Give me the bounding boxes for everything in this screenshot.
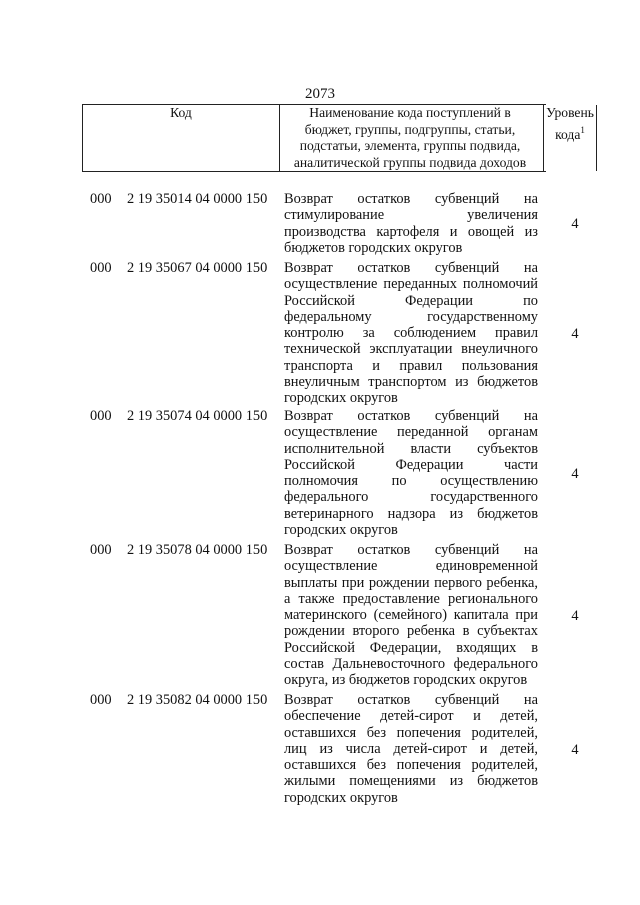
description-line: осуществление единовременной [284,558,538,575]
description-line: федеральному государственному [284,308,538,325]
description-line: рождении второго ребенка в субъектах [284,623,538,640]
description-line: бюджетов городских округов [284,239,463,256]
description-line: Российской Федерации, входящих в [284,639,538,656]
description-line: материнского (семейного) капитала при [284,607,538,624]
revenue-description [284,408,538,538]
description-line: технической эксплуатации внеуличного [284,341,538,358]
code-level: 4 [571,466,579,483]
revenue-code: 2 19 35014 04 0000 150 [127,191,268,207]
header-level-label-2: кода [555,126,581,142]
admin-code: 000 [90,191,112,207]
description-line: а также предоставление регионального [284,590,538,607]
revenue-code: 2 19 35078 04 0000 150 [127,542,268,558]
description-line: Российской Федерации по [284,292,538,309]
revenue-description [284,191,538,256]
description-line: состав Дальневосточного федерального [284,656,538,673]
header-code [82,105,280,171]
header-code-label: Код [170,105,192,120]
revenue-code: 2 19 35067 04 0000 150 [127,260,268,276]
description-line: ветеринарного надзора из бюджетов [284,505,538,522]
description-line: Возврат остатков субвенций на [284,191,538,207]
header-name-line: аналитической группы подвида доходов [293,154,527,170]
description-line: городских округов [284,789,398,806]
header-name-line: подстатьи, элемента, группы подвида, [299,138,521,153]
description-line: Возврат остатков субвенций на [284,692,538,708]
description-line: осуществление переданных полномочий [284,276,538,293]
description-line: округа, из бюджетов городских округов [284,672,528,689]
header-level [543,105,597,171]
revenue-code: 2 19 35074 04 0000 150 [127,408,268,424]
revenue-description [284,260,538,407]
page-number: 2073 [305,86,335,102]
description-line: полномочия по осуществлению [284,473,538,490]
footnote-marker: 1 [580,124,585,135]
code-level: 4 [571,326,579,343]
description-line: производства картофеля и овощей из [284,223,538,240]
description-line: городских округов [284,522,398,539]
revenue-description [284,542,538,689]
description-line: транспорта и правил пользования [284,357,538,374]
description-line: городских округов [284,390,398,407]
description-line: Возврат остатков субвенций на [284,260,538,276]
table-header [82,104,594,172]
description-line: контролю за соблюдением правил [284,325,538,342]
description-line: оставшихся без попечения родителей, [284,757,538,774]
description-line: стимулирование увеличения [284,207,538,224]
admin-code: 000 [90,260,112,276]
description-line: жилыми помещениями из бюджетов [284,773,538,790]
description-line: обеспечение детей-сирот и детей, [284,708,538,725]
description-line: исполнительной власти субъектов [284,440,538,457]
header-name [279,105,541,171]
revenue-description [284,692,538,806]
description-line: Возврат остатков субвенций на [284,408,538,424]
code-level: 4 [571,741,579,758]
description-line: лиц из числа детей-сирот и детей, [284,740,538,757]
code-level: 4 [571,608,579,625]
description-line: внеуличным транспортом из бюджетов [284,374,538,391]
admin-code: 000 [90,542,112,558]
description-line: федерального государственного [284,489,538,506]
admin-code: 000 [90,692,112,708]
description-line: выплаты при рождении первого ребенка, [284,574,538,591]
description-line: оставшихся без попечения родителей, [284,724,538,741]
header-level-label: Уровень [546,105,594,120]
header-name-line: бюджет, группы, подгруппы, статьи, [304,121,516,137]
code-level: 4 [571,216,579,233]
admin-code: 000 [90,408,112,424]
header-name-line: Наименование кода поступлений в [309,105,511,120]
description-line: Возврат остатков субвенций на [284,542,538,558]
revenue-code: 2 19 35082 04 0000 150 [127,692,268,708]
description-line: осуществление переданной органам [284,424,538,441]
description-line: Российской Федерации части [284,456,538,473]
